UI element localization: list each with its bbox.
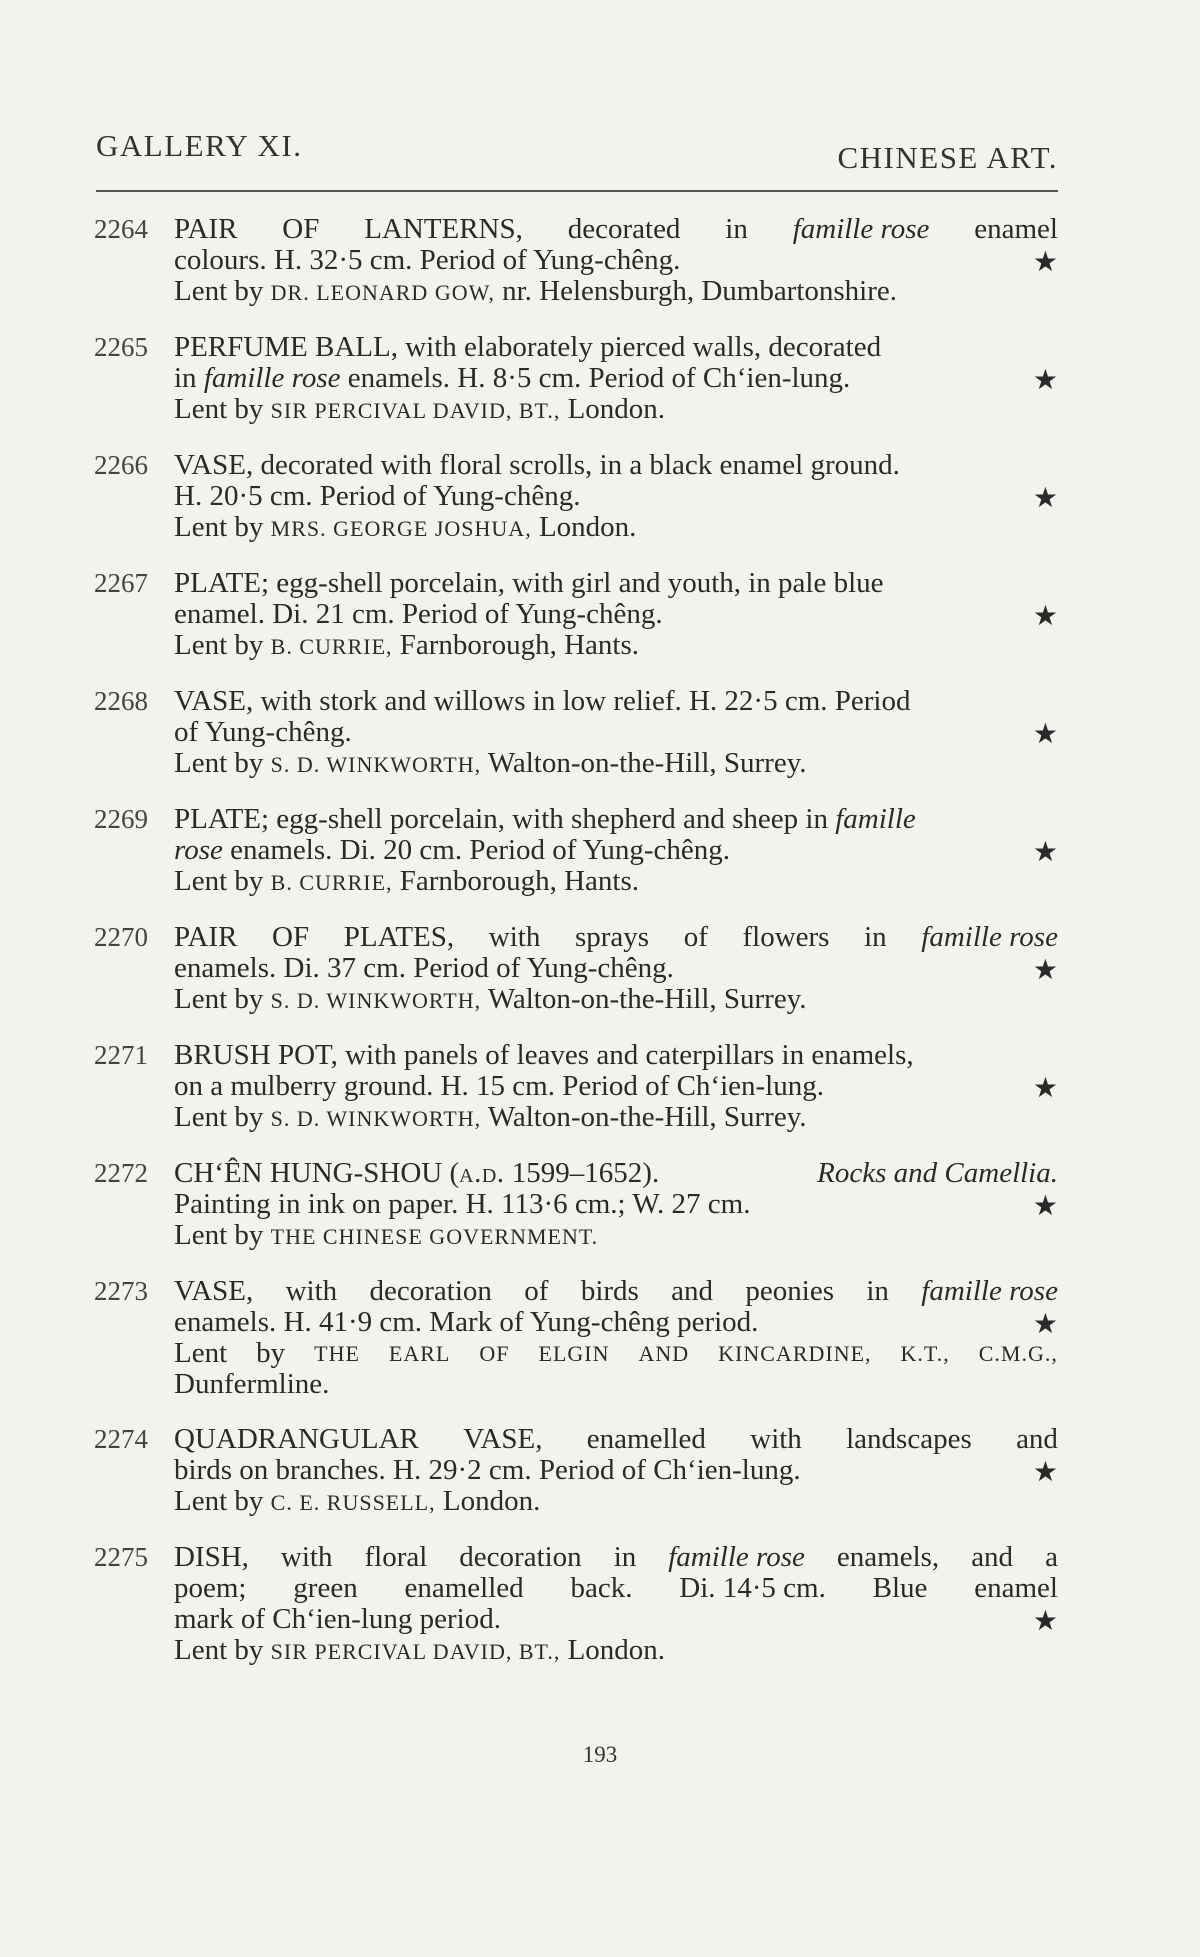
word: of	[524, 1275, 549, 1307]
header-rule	[96, 190, 1058, 192]
painting-title: Rocks and Camellia.	[817, 1157, 1058, 1189]
description-text: enamel. Di. 21 cm. Period of Yung-chêng.	[174, 598, 663, 630]
italic-term: rose	[174, 834, 223, 866]
lender-name: S. D. WINKWORTH,	[270, 752, 482, 777]
word: in	[725, 213, 748, 245]
star-icon: ★	[1032, 365, 1058, 396]
catalogue-entry	[90, 214, 1058, 308]
lender-place: Walton-on-the-Hill, Surrey.	[487, 983, 807, 1015]
catalogue-entry	[90, 450, 1058, 544]
artist-name	[174, 1158, 659, 1189]
description-text: Painting in ink on paper. H. 113·6 cm.; W. 27 cm.	[174, 1188, 751, 1220]
word: and	[1016, 1423, 1058, 1455]
word: poem;	[174, 1572, 247, 1604]
entry-number: 2272	[94, 1158, 148, 1188]
entry-line	[174, 1424, 1058, 1455]
word: QUADRANGULAR	[174, 1423, 419, 1455]
word: birds	[580, 1275, 639, 1307]
lender-line	[174, 1102, 1058, 1134]
catalogue-entry	[90, 1542, 1058, 1667]
lender-place: London.	[538, 511, 637, 543]
lender-place: Walton-on-the-Hill, Surrey.	[487, 747, 807, 779]
entry-line: VASE, with stork and willows in low relief. H. 22·5 cm. Period	[174, 685, 911, 717]
description-text: birds on branches. H. 29·2 cm. Period of Ch‘ien-lung.	[174, 1454, 801, 1486]
lent-by-label: Lent by	[174, 983, 264, 1015]
entry-number: 2266	[94, 450, 148, 480]
word: in	[613, 1541, 637, 1573]
entry-line	[174, 717, 1058, 748]
word: enamelled	[586, 1423, 706, 1455]
lender-place: London.	[567, 1634, 666, 1666]
lender-line	[174, 394, 1058, 426]
entry-line	[174, 214, 1058, 245]
entry-number: 2265	[94, 332, 148, 362]
word: peonies	[745, 1275, 834, 1307]
star-icon: ★	[1032, 719, 1058, 750]
lender-line	[174, 1220, 1058, 1252]
lender-place: Dunfermline.	[174, 1368, 330, 1400]
description-text: H. 20·5 cm. Period of Yung-chêng.	[174, 480, 581, 512]
lender-name: B. CURRIE,	[270, 634, 393, 659]
description-text: on a mulberry ground. H. 15 cm. Period of Ch‘ien-lung.	[174, 1070, 824, 1102]
lender-line	[174, 748, 1058, 780]
lender-place: Farnborough, Hants.	[399, 629, 639, 661]
star-icon: ★	[1032, 1457, 1058, 1488]
entry-line	[174, 1455, 1058, 1486]
entry-number: 2268	[94, 686, 148, 716]
word: decoration	[459, 1541, 582, 1573]
lender-place: Farnborough, Hants.	[399, 865, 639, 897]
italic-term: famille rose	[668, 1541, 805, 1573]
star-icon: ★	[1032, 955, 1058, 986]
lender-line	[174, 512, 1058, 544]
word: landscapes	[846, 1423, 972, 1455]
entry-line	[174, 599, 1058, 630]
lender-name: OF	[479, 1341, 510, 1366]
description-text: enamels. H. 8·5 cm. Period of Ch‘ien-lung.	[347, 362, 851, 394]
word: back.	[570, 1572, 633, 1604]
lent-by-label: Lent by	[174, 629, 264, 661]
entry-line	[174, 835, 1058, 866]
entry-line	[174, 1573, 1058, 1604]
lender-name: SIR PERCIVAL DAVID, BT.,	[270, 398, 561, 423]
lent-by-label: Lent by	[174, 865, 264, 897]
star-icon: ★	[1032, 1191, 1058, 1222]
catalogue-entry	[90, 804, 1058, 898]
italic-term: famille rose	[792, 213, 930, 245]
word: in	[864, 921, 887, 953]
word: OF	[282, 213, 320, 245]
word: Blue	[872, 1572, 928, 1604]
lender-name: KINCARDINE,	[718, 1341, 872, 1366]
lender-line	[174, 630, 1058, 662]
lender-place: Walton-on-the-Hill, Surrey.	[487, 1101, 807, 1133]
italic-term: famille rose	[921, 1275, 1058, 1307]
lender-name: C. E. RUSSELL,	[270, 1490, 436, 1515]
star-icon: ★	[1032, 1073, 1058, 1104]
lender-name: AND	[638, 1341, 690, 1366]
lender-name: THE CHINESE GOVERNMENT.	[270, 1224, 599, 1249]
entry-number: 2264	[94, 214, 148, 244]
entry-line	[174, 1071, 1058, 1102]
entry-line	[174, 1189, 1058, 1220]
date-range: 1599–1652).	[511, 1157, 660, 1189]
star-icon: ★	[1032, 837, 1058, 868]
entry-line: PERFUME BALL, with elaborately pierced walls, decorated	[174, 331, 882, 363]
catalogue-entries	[90, 214, 1058, 1691]
word: decorated	[567, 213, 681, 245]
italic-term: famille	[835, 803, 916, 835]
word: a	[1045, 1541, 1058, 1573]
page-number: 193	[582, 1742, 618, 1767]
star-icon: ★	[1032, 601, 1058, 632]
lent-by-label: Lent by	[174, 1634, 264, 1666]
star-icon: ★	[1032, 1606, 1058, 1637]
word: enamel	[974, 213, 1058, 245]
gallery-heading: GALLERY XI.	[96, 128, 303, 163]
lent-by-label: Lent by	[174, 511, 264, 543]
word: with	[488, 921, 541, 953]
lender-place: London.	[567, 393, 666, 425]
description-text: enamels. Di. 20 cm. Period of Yung-chêng.	[230, 834, 730, 866]
word: OF	[272, 921, 310, 953]
entry-line	[174, 1604, 1058, 1635]
lent-by-label: Lent by	[174, 1219, 264, 1251]
lent-by-label: Lent by	[174, 747, 264, 779]
word: in	[866, 1275, 889, 1307]
lender-line	[174, 984, 1058, 1016]
entry-line: BRUSH POT, with panels of leaves and caterpillars in enamels,	[174, 1039, 914, 1071]
word: floral	[364, 1541, 428, 1573]
italic-term: famille rose	[203, 362, 341, 394]
word: by	[256, 1337, 286, 1369]
description-text: enamels. H. 41·9 cm. Mark of Yung-chêng period.	[174, 1306, 759, 1338]
lender-line	[174, 1338, 1058, 1369]
lender-name: THE	[314, 1341, 360, 1366]
star-icon: ★	[1032, 483, 1058, 514]
word: LANTERNS,	[364, 213, 523, 245]
description-text: colours. H. 32·5 cm. Period of Yung-chêng.	[174, 244, 681, 276]
lender-name: MRS. GEORGE JOSHUA,	[270, 516, 532, 541]
entry-number: 2273	[94, 1276, 148, 1306]
lender-name: ELGIN	[538, 1341, 610, 1366]
lent-by-label: Lent by	[174, 1101, 264, 1133]
word: sprays	[574, 921, 650, 953]
word: with	[285, 1275, 338, 1307]
word: CH‘ÊN HUNG-SHOU (	[174, 1157, 460, 1189]
lent-by-label: Lent by	[174, 1485, 264, 1517]
entry-number: 2267	[94, 568, 148, 598]
word: VASE,	[174, 1275, 254, 1307]
entry-line	[174, 1158, 1058, 1189]
lender-name: S. D. WINKWORTH,	[270, 988, 482, 1013]
word: Di. 14·5 cm.	[679, 1572, 826, 1604]
entry-line	[174, 1542, 1058, 1573]
lender-name: EARL	[388, 1341, 451, 1366]
word: enamel	[974, 1572, 1058, 1604]
lender-name: DR. LEONARD GOW,	[270, 280, 495, 305]
word: of	[683, 921, 708, 953]
word: and	[971, 1541, 1014, 1573]
lender-name: SIR PERCIVAL DAVID, BT.,	[270, 1639, 561, 1664]
lender-name: S. D. WINKWORTH,	[270, 1106, 482, 1131]
entry-line	[174, 1276, 1058, 1307]
entry-number: 2271	[94, 1040, 148, 1070]
word: PAIR	[174, 921, 238, 953]
lender-place: nr. Helensburgh, Dumbartonshire.	[502, 275, 898, 307]
catalogue-entry	[90, 568, 1058, 662]
word: PAIR	[174, 213, 238, 245]
entry-number: 2274	[94, 1424, 148, 1454]
word: flowers	[742, 921, 830, 953]
catalogue-entry	[90, 332, 1058, 426]
word: with	[750, 1423, 802, 1455]
entry-number: 2269	[94, 804, 148, 834]
word: with	[280, 1541, 333, 1573]
era-label: a.d.	[459, 1157, 505, 1189]
lender-name: C.M.G.,	[978, 1341, 1058, 1366]
italic-term: famille rose	[921, 921, 1058, 953]
description-text: PLATE; egg-shell porcelain, with shepherd and sheep in	[174, 803, 828, 835]
catalogue-entry	[90, 1040, 1058, 1134]
catalogue-entry	[90, 686, 1058, 780]
word: green	[293, 1572, 358, 1604]
entry-line	[174, 953, 1058, 984]
word: enamelled	[404, 1572, 524, 1604]
section-heading: CHINESE ART.	[837, 140, 1058, 175]
catalogue-entry	[90, 1158, 1058, 1252]
catalogue-entry	[90, 922, 1058, 1016]
word: VASE,	[463, 1423, 543, 1455]
lender-line	[174, 1486, 1058, 1518]
entry-line: PLATE; egg-shell porcelain, with girl and youth, in pale blue	[174, 567, 884, 599]
description-text: mark of Ch‘ien-lung period.	[174, 1603, 501, 1635]
entry-number: 2270	[94, 922, 148, 952]
entry-line	[174, 1307, 1058, 1338]
lender-line	[174, 1635, 1058, 1667]
lent-by-label: Lent	[174, 1337, 228, 1369]
entry-line	[174, 481, 1058, 512]
entry-line	[174, 245, 1058, 276]
word: enamels,	[836, 1541, 940, 1573]
word: and	[671, 1275, 714, 1307]
entry-line	[174, 922, 1058, 953]
lender-name: K.T.,	[900, 1341, 950, 1366]
catalogue-entry	[90, 1424, 1058, 1518]
star-icon: ★	[1032, 1309, 1058, 1340]
word: DISH,	[174, 1541, 249, 1573]
catalogue-entry	[90, 1276, 1058, 1400]
description-text: of Yung-chêng.	[174, 716, 352, 748]
description-text: enamels. Di. 37 cm. Period of Yung-chêng.	[174, 952, 674, 984]
word: PLATES,	[343, 921, 455, 953]
lent-by-label: Lent by	[174, 275, 264, 307]
lender-line	[174, 276, 1058, 308]
word: in	[174, 362, 197, 394]
lender-place: London.	[442, 1485, 541, 1517]
entry-line: VASE, decorated with floral scrolls, in a black enamel ground.	[174, 449, 900, 481]
lender-name: B. CURRIE,	[270, 870, 393, 895]
star-icon: ★	[1032, 247, 1058, 278]
word: decoration	[369, 1275, 492, 1307]
entry-number: 2275	[94, 1542, 148, 1572]
lent-by-label: Lent by	[174, 393, 264, 425]
lender-line	[174, 866, 1058, 898]
entry-line	[174, 804, 1058, 835]
entry-line	[174, 363, 1058, 394]
